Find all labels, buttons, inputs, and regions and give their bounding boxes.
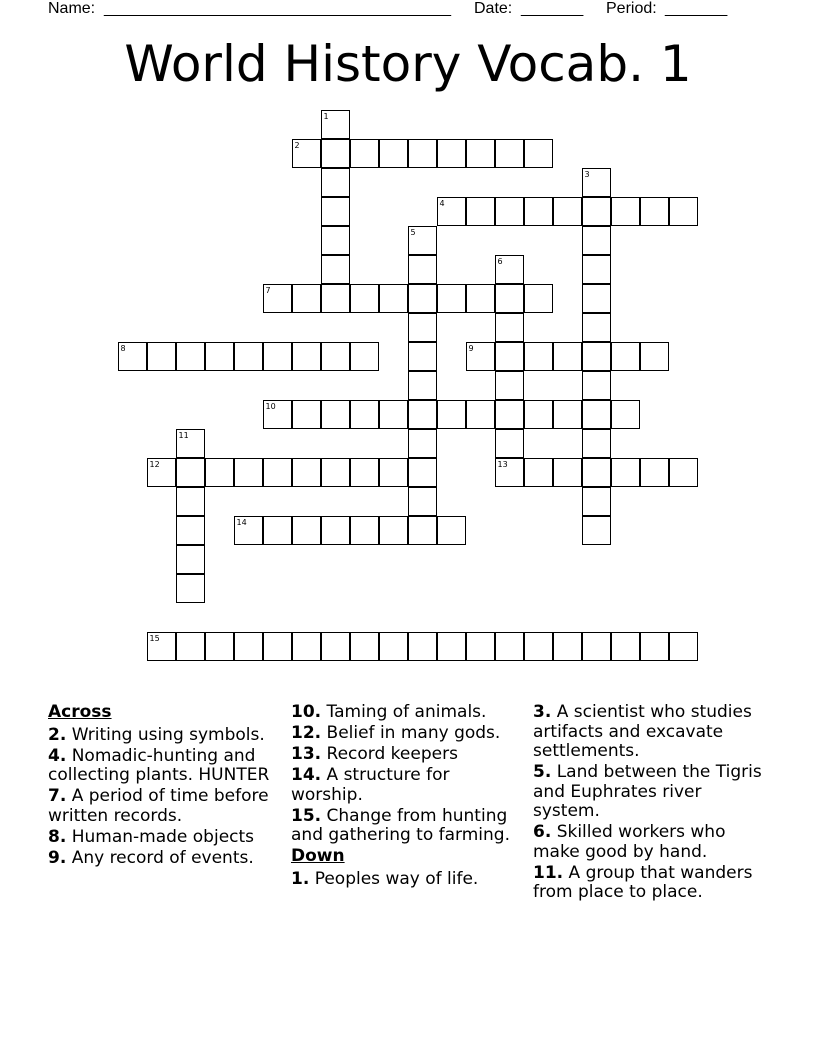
grid-cell[interactable] xyxy=(263,632,292,661)
clue-down-3: 3. A scientist who studies artifacts and excavate settlements. xyxy=(533,702,752,761)
grid-cell[interactable] xyxy=(205,458,234,487)
clue-number: 10 xyxy=(265,402,276,411)
grid-cell[interactable] xyxy=(437,400,466,429)
grid-cell[interactable] xyxy=(292,139,321,168)
grid-cell[interactable] xyxy=(292,458,321,487)
grid-cell[interactable] xyxy=(321,632,350,661)
grid-cell[interactable] xyxy=(582,342,611,371)
grid-cell[interactable] xyxy=(582,226,611,255)
grid-cell[interactable] xyxy=(176,487,205,516)
clue-number: 12 xyxy=(149,460,160,469)
grid-cell[interactable] xyxy=(495,313,524,342)
grid-cell[interactable] xyxy=(408,487,437,516)
name-label: Name: xyxy=(48,0,96,17)
grid-cell[interactable] xyxy=(263,284,292,313)
grid-cell[interactable] xyxy=(321,400,350,429)
clue-across-14: 14. A structure for worship. xyxy=(291,765,450,805)
grid-cell[interactable] xyxy=(292,516,321,545)
grid-cell[interactable] xyxy=(350,342,379,371)
grid-cell[interactable] xyxy=(350,516,379,545)
grid-cell[interactable] xyxy=(582,487,611,516)
grid-cell[interactable] xyxy=(263,516,292,545)
grid-cell[interactable] xyxy=(321,458,350,487)
grid-cell[interactable] xyxy=(582,516,611,545)
grid-cell[interactable] xyxy=(466,197,495,226)
grid-cell[interactable] xyxy=(292,284,321,313)
clue-number: 14 xyxy=(236,518,247,527)
grid-cell[interactable] xyxy=(611,400,640,429)
grid-cell[interactable] xyxy=(611,342,640,371)
grid-cell[interactable] xyxy=(234,516,263,545)
grid-cell[interactable] xyxy=(611,458,640,487)
clue-column-2 xyxy=(291,703,523,891)
clue-number: 9 xyxy=(468,344,474,353)
clue-column-3 xyxy=(533,703,765,904)
grid-cell[interactable] xyxy=(176,545,205,574)
clue-number: 15 xyxy=(149,634,160,643)
grid-cell[interactable] xyxy=(408,516,437,545)
grid-cell[interactable] xyxy=(495,458,524,487)
clue-number: 1 xyxy=(323,112,329,121)
grid-cell[interactable] xyxy=(408,400,437,429)
grid-cell[interactable] xyxy=(379,400,408,429)
grid-cell[interactable] xyxy=(582,255,611,284)
clue-number: 6 xyxy=(497,257,503,266)
grid-cell[interactable] xyxy=(321,284,350,313)
clue-column-1 xyxy=(48,703,280,870)
clue-number: 7 xyxy=(265,286,271,295)
grid-cell[interactable] xyxy=(321,226,350,255)
clue-across-2: 2. Writing using symbols. xyxy=(48,724,265,745)
grid-cell[interactable] xyxy=(379,632,408,661)
grid-cell[interactable] xyxy=(263,342,292,371)
grid-cell[interactable] xyxy=(524,197,553,226)
clue-down-6: 6. Skilled workers who make good by hand. xyxy=(533,822,726,862)
grid-cell[interactable] xyxy=(495,400,524,429)
grid-cell[interactable] xyxy=(321,197,350,226)
grid-cell[interactable] xyxy=(582,313,611,342)
grid-cell[interactable] xyxy=(524,342,553,371)
grid-cell[interactable] xyxy=(640,342,669,371)
grid-cell[interactable] xyxy=(553,342,582,371)
grid-cell[interactable] xyxy=(350,139,379,168)
grid-cell[interactable] xyxy=(408,139,437,168)
grid-cell[interactable] xyxy=(408,342,437,371)
grid-cell[interactable] xyxy=(437,197,466,226)
grid-cell[interactable] xyxy=(263,400,292,429)
clue-across-10: 10. Taming of animals. xyxy=(291,702,487,722)
grid-cell[interactable] xyxy=(379,139,408,168)
grid-cell[interactable] xyxy=(553,458,582,487)
grid-cell[interactable] xyxy=(524,632,553,661)
grid-cell[interactable] xyxy=(176,632,205,661)
grid-cell[interactable] xyxy=(669,458,698,487)
grid-cell[interactable] xyxy=(379,284,408,313)
clue-number: 5 xyxy=(410,228,416,237)
grid-cell[interactable] xyxy=(408,284,437,313)
grid-cell[interactable] xyxy=(437,516,466,545)
grid-cell[interactable] xyxy=(408,226,437,255)
grid-cell[interactable] xyxy=(176,574,205,603)
grid-cell[interactable] xyxy=(640,197,669,226)
grid-cell[interactable] xyxy=(408,458,437,487)
grid-cell[interactable] xyxy=(640,632,669,661)
grid-cell[interactable] xyxy=(176,429,205,458)
date-label: Date: xyxy=(474,0,513,17)
clue-number: 13 xyxy=(497,460,508,469)
grid-cell[interactable] xyxy=(321,342,350,371)
grid-cell[interactable] xyxy=(669,197,698,226)
clue-down-1: 1. Peoples way of life. xyxy=(291,868,479,889)
grid-cell[interactable] xyxy=(205,632,234,661)
grid-cell[interactable] xyxy=(234,342,263,371)
grid-cell[interactable] xyxy=(524,400,553,429)
grid-cell[interactable] xyxy=(495,342,524,371)
grid-cell[interactable] xyxy=(582,197,611,226)
grid-cell[interactable] xyxy=(321,168,350,197)
grid-cell[interactable] xyxy=(524,284,553,313)
grid-cell[interactable] xyxy=(408,429,437,458)
period-field[interactable]: _______ xyxy=(665,0,728,17)
grid-cell[interactable] xyxy=(466,139,495,168)
grid-cell[interactable] xyxy=(408,632,437,661)
grid-cell[interactable] xyxy=(350,400,379,429)
grid-cell[interactable] xyxy=(582,284,611,313)
grid-cell[interactable] xyxy=(582,168,611,197)
grid-cell[interactable] xyxy=(147,632,176,661)
across-heading: Across xyxy=(48,702,112,722)
grid-cell[interactable] xyxy=(176,516,205,545)
grid-cell[interactable] xyxy=(466,632,495,661)
grid-cell[interactable] xyxy=(495,632,524,661)
grid-cell[interactable] xyxy=(321,139,350,168)
grid-cell[interactable] xyxy=(321,516,350,545)
grid-cell[interactable] xyxy=(234,458,263,487)
grid-cell[interactable] xyxy=(176,342,205,371)
grid-cell[interactable] xyxy=(437,632,466,661)
grid-cell[interactable] xyxy=(495,197,524,226)
grid-cell[interactable] xyxy=(582,429,611,458)
grid-cell[interactable] xyxy=(350,632,379,661)
period-label: Period: xyxy=(606,0,657,17)
grid-cell[interactable] xyxy=(292,400,321,429)
grid-cell[interactable] xyxy=(379,516,408,545)
grid-cell[interactable] xyxy=(611,632,640,661)
clue-across-13: 13. Record keepers xyxy=(291,744,458,764)
grid-cell[interactable] xyxy=(205,342,234,371)
grid-cell[interactable] xyxy=(408,313,437,342)
grid-cell[interactable] xyxy=(292,342,321,371)
clue-number: 3 xyxy=(584,170,590,179)
clue-number: 2 xyxy=(294,141,300,150)
clue-across-7: 7. A period of time before written records. xyxy=(48,786,269,826)
grid-cell[interactable] xyxy=(582,458,611,487)
grid-cell[interactable] xyxy=(582,371,611,400)
grid-cell[interactable] xyxy=(350,458,379,487)
grid-cell[interactable] xyxy=(553,197,582,226)
clue-down-5: 5. Land between the Tigris and Euphrates river system. xyxy=(533,762,762,821)
grid-cell[interactable] xyxy=(466,342,495,371)
grid-cell[interactable] xyxy=(379,458,408,487)
clue-number: 4 xyxy=(439,199,445,208)
clue-across-12: 12. Belief in many gods. xyxy=(291,723,501,743)
grid-cell[interactable] xyxy=(321,255,350,284)
clue-number: 8 xyxy=(120,344,126,353)
grid-cell[interactable] xyxy=(408,255,437,284)
grid-cell[interactable] xyxy=(495,429,524,458)
name-field[interactable]: _______________________________________ xyxy=(104,0,452,17)
down-heading: Down xyxy=(291,846,345,866)
grid-cell[interactable] xyxy=(176,458,205,487)
grid-cell[interactable] xyxy=(321,110,350,139)
grid-cell[interactable] xyxy=(147,342,176,371)
grid-cell[interactable] xyxy=(118,342,147,371)
grid-cell[interactable] xyxy=(553,400,582,429)
page-title: World History Vocab. 1 xyxy=(124,35,692,93)
grid-cell[interactable] xyxy=(495,371,524,400)
grid-cell[interactable] xyxy=(582,632,611,661)
grid-cell[interactable] xyxy=(524,458,553,487)
grid-cell[interactable] xyxy=(611,197,640,226)
grid-cell[interactable] xyxy=(553,632,582,661)
clue-across-9: 9. Any record of events. xyxy=(48,847,254,868)
grid-cell[interactable] xyxy=(466,400,495,429)
clue-across-15: 15. Change from hunting and gathering to farming. xyxy=(291,805,510,845)
grid-cell[interactable] xyxy=(437,139,466,168)
grid-cell[interactable] xyxy=(263,458,292,487)
grid-cell[interactable] xyxy=(350,284,379,313)
grid-cell[interactable] xyxy=(408,371,437,400)
grid-cell[interactable] xyxy=(495,139,524,168)
date-field[interactable]: _______ xyxy=(521,0,584,17)
clue-across-4: 4. Nomadic-hunting and collecting plants. HUNTER xyxy=(48,745,270,785)
grid-cell[interactable] xyxy=(466,284,495,313)
grid-cell[interactable] xyxy=(495,255,524,284)
clue-across-8: 8. Human-made objects xyxy=(48,826,255,847)
grid-cell[interactable] xyxy=(495,284,524,313)
grid-cell[interactable] xyxy=(147,458,176,487)
clue-number: 11 xyxy=(178,431,189,440)
grid-cell[interactable] xyxy=(234,632,263,661)
grid-cell[interactable] xyxy=(524,139,553,168)
grid-cell[interactable] xyxy=(669,632,698,661)
grid-cell[interactable] xyxy=(292,632,321,661)
clue-down-11: 11. A group that wanders from place to place. xyxy=(533,862,753,902)
grid-cell[interactable] xyxy=(582,400,611,429)
grid-cell[interactable] xyxy=(640,458,669,487)
grid-cell[interactable] xyxy=(437,284,466,313)
